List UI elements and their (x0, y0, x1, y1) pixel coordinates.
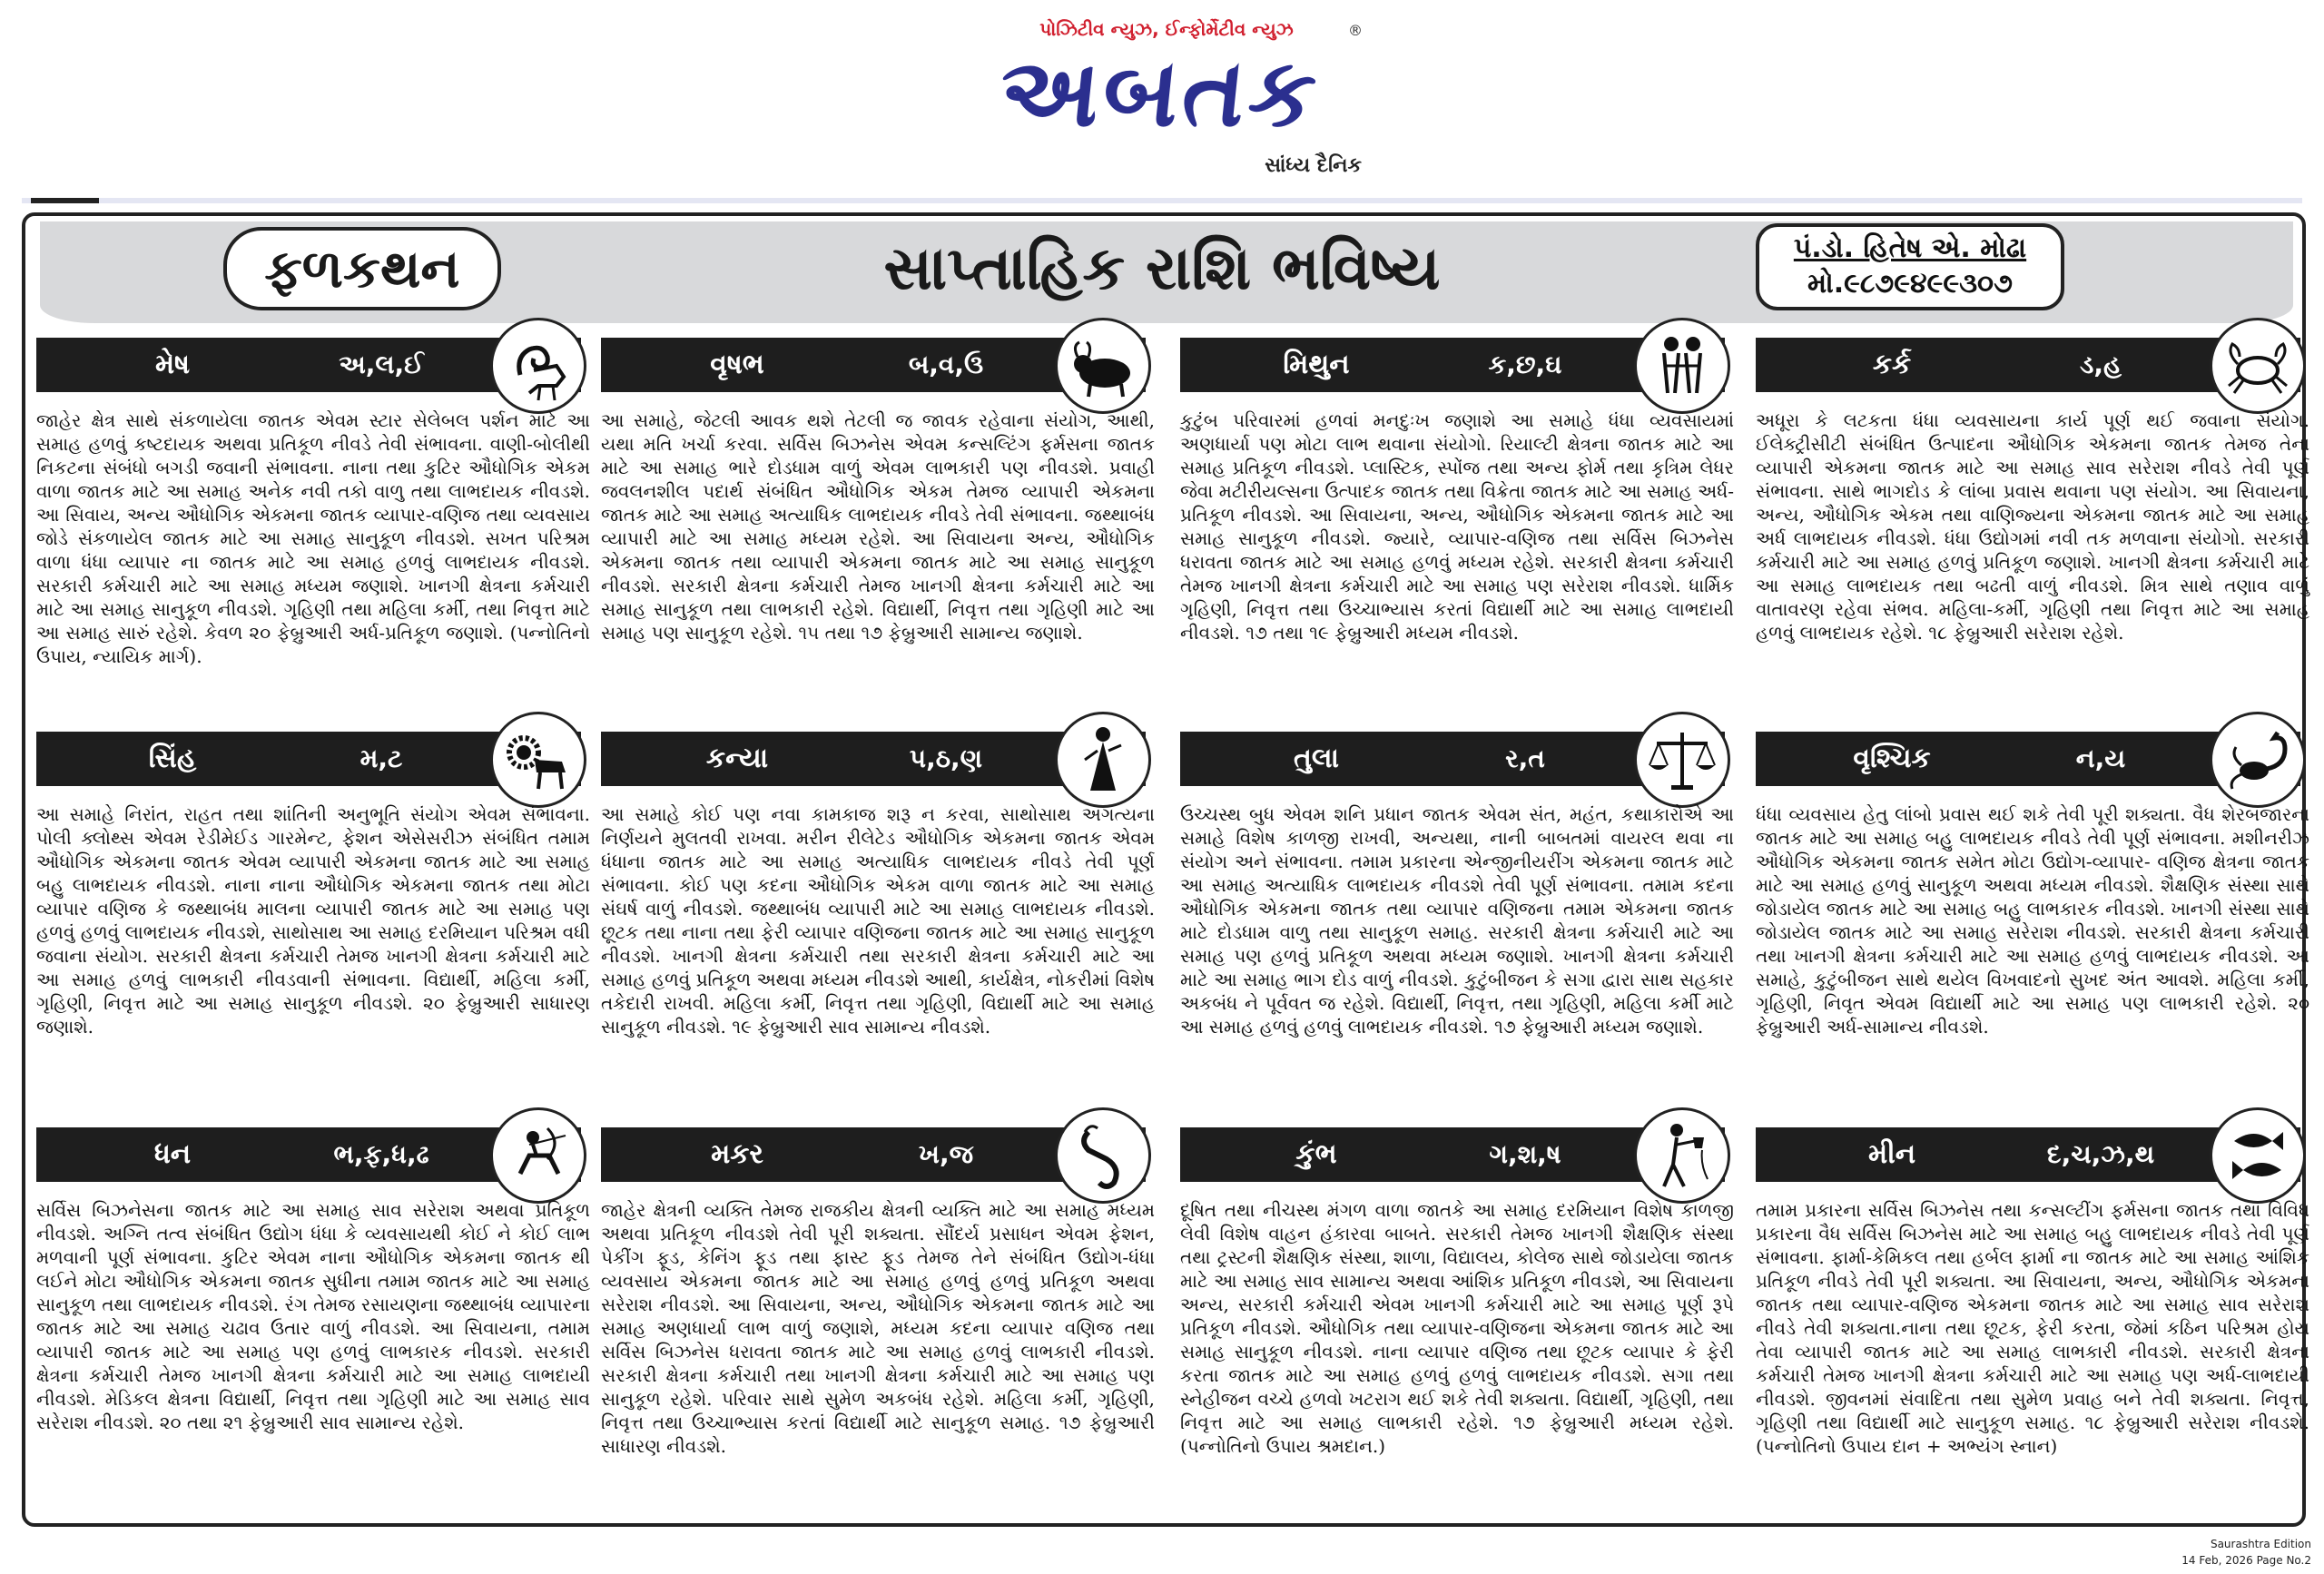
masthead-rule (22, 198, 2302, 203)
sign-forecast: આ સમાહે કોઈ પણ નવા કામકાજ શરૂ ન કરવા, સાથોસાથ અગત્યના નિર્ણયને મુલતવી રાખવા. મરીન રીલેટેડ ઔધોગિક એકમના જાતક એવમ ધંધાના જાતક માટે આ સમાહ અત્યાધિક લાભદાયક નીવડે તેવી પૂર્ણ સંભાવના. કોઈ પણ કદના ઔધોગિક એકમ વાળા જાતક માટે આ સમાહ સંઘર્ષ વાળું નીવડશે. જથ્થાબંધ વ્યાપારી માટે આ સમાહ લાભદાયક નીવડશે. છૂટક તથા નાના તથા ફેરી વ્યાપાર વણિજના જાતક માટે આ સમાહ સાનુકૂળ નીવડશે. ખાનગી ક્ષેત્રના કર્મચારી તથા સરકારી ક્ષેત્રના કર્મચારી માટે આ સમાહ હળવું પ્રતિકૂળ અથવા મધ્યમ નીવડશે આથી, કાર્યક્ષેત્ર, નોકરીમાં વિશેષ તકેદારી રાખવી. મહિલા કર્મી, નિવૃત્ત તથા ગૃહિણી, વિદ્યાર્થી માટે આ સમાહ સાનુકૂળ નીવડશે. ૧૯ ફેબ્રુઆરી સાવ સામાન્ય નીવડશે. (601, 803, 1155, 1038)
sign-forecast: જાહેર ક્ષેત્ર સાથે સંકળાયેલા જાતક એવમ સ્ટાર સેલેબલ પર્શન માટે આ સમાહ હળવું કષ્ટદાયક અથવા પ્રતિકૂળ નીવડે તેવી સંભાવના. વાણી-બોલીથી નિકટના સંબંધો બગડી જવાની સંભાવના. નાના તથા કુટિર ઔધોગિક એકમ વાળા જાતક માટે આ સમાહ અનેક નવી તકો વાળુ તથા લાભદાયક નીવડશે. આ સિવાય, અન્ય ઔધોગિક એકમના જાતક વ્યાપાર-વણિજ તથા વ્યવસાય જોડે સંકળાયેલ જાતક માટે આ સમાહ સાનુકૂળ નીવડશે. સખત પરિશ્રમ વાળા ધંધા વ્યાપાર ના જાતક માટે આ સમાહ હળવું લાભદાયક નીવડશે. સરકારી કર્મચારી માટે આ સમાહ મધ્યમ જણાશે. ખાનગી ક્ષેત્રના કર્મચારી માટે આ સમાહ સાનુકૂળ નીવડશે. ગૃહિણી તથા મહિલા કર્મી, તથા નિવૃત્ત માટે આ સમાહ સારું રહેશે. કેવળ ૨૦ ફેબ્રુઆરી અર્ધ-પ્રતિકૂળ જણાશે. (પન્નોતિનો ઉપાય, ન્યાયિક માર્ગ). (36, 409, 590, 667)
sign-letters: ગ,શ,ષ (1489, 1139, 1561, 1169)
date-page-label: 14 Feb, 2026 Page No.2 (2181, 1554, 2311, 1567)
sign-name: મેષ (155, 349, 190, 380)
crab-icon (2210, 318, 2306, 414)
lion-icon (490, 712, 586, 808)
sign-name: મીન (1867, 1138, 1916, 1170)
sign-name: મિથુન (1283, 349, 1350, 380)
water-bearer-icon (1634, 1107, 1730, 1204)
page-title: સાપ્તાહિક રાશિ ભવિષ્ય (883, 233, 1441, 303)
archer-icon (490, 1107, 586, 1204)
newspaper-logo[interactable]: અબતક (994, 37, 1325, 148)
sign-name: મકર (711, 1138, 763, 1170)
author-box (1756, 223, 2064, 310)
sign-forecast: ઉચ્ચસ્થ બુધ એવમ શનિ પ્રધાન જાતક એવમ સંત, મહંત, કથાકારોએ આ સમાહે વિશેષ કાળજી રાખવી, અન્યથા, નાની બાબતમાં વાયરલ થવા ના સંયોગ અને સંભાવના. તમામ પ્રકારના એન્જીનીયરીંગ એકમના જાતક માટે આ સમાહ અત્યાધિક લાભદાયક નીવડશે તેવી પૂર્ણ સંભાવના. તમામ કદના ઔધોગિક એકમના જાતક તથા વ્યાપાર વણિજના તમામ એકમના જાતક માટે દોડધામ વાળુ તથા સાનુકૂળ સમાહ. સરકારી ક્ષેત્રના કર્મચારી માટે આ સમાહ પણ હળવું પ્રતિકૂળ અથવા મધ્યમ જણાશે. ખાનગી ક્ષેત્રના કર્મચારી માટે આ સમાહ ભાગ દોડ વાળું નીવડશે. કુટુંબીજન કે સગા દ્વારા સાથ સહકાર અકબંધ ને પૂર્વવત જ રહેશે. વિદ્યાર્થી, નિવૃત્ત, તથા ગૃહિણી, મહિલા કર્મી માટે આ સમાહ હળવું હળવું લાભદાયક નીવડશે. ૧૭ ફેબ્રુઆરી મધ્યમ જણાશે. (1180, 803, 1734, 1038)
scales-icon (1634, 712, 1730, 808)
author-phone: મો.૯૮૭૯૪૯૯૩૦૭ (1807, 268, 2013, 300)
column-label: ફળકથન (223, 227, 501, 310)
sign-forecast: તમામ પ્રકારના સર્વિસ બિઝનેસ તથા કન્સલ્ટીંગ ફર્મસના જાતક તથા વિવિધ પ્રકારના વૈધ સર્વિસ બિઝનેસ માટે આ સમાહ બહુ લાભદાયક નીવડે તેવી પૂર્ણ સંભાવના. ફાર્મા-કેમિકલ તથા હર્બલ ફાર્મા ના જાતક માટે આ સમાહ આંશિક પ્રતિકૂળ નીવડે તેવી પૂરી શક્યતા. આ સિવાયના, અન્ય, ઔધોગિક એકમના જાતક તથા વ્યાપાર-વણિજ એકમના જાતક માટે આ સમાહ સાવ સરેરાશ નીવડે તેવી શક્યતા.નાના તથા છૂટક, ફેરી કરતા, જેમાં કઠિન પરિશ્રમ હોય તેવા વ્યાપારી જાતક માટે આ સમાહ લાભકારી નીવડશે. સરકારી ક્ષેત્રના કર્મચારી તેમજ ખાનગી ક્ષેત્રના કર્મચારી માટે આ સમાહ પણ અર્ધ-લાભદાયી નીવડશે. જીવનમાં સંવાદિતા તથા સુમેળ પ્રવાહ બને તેવી શક્યતા. નિવૃત્ત, ગૃહિણી તથા વિદ્યાર્થી માટે સાનુકૂળ સમાહ. ૧૮ ફેબ્રુઆરી સરેરાશ નીવડશે. (પન્નોતિનો ઉપાય દાન + અભ્યંગ સ્નાન) (1756, 1199, 2309, 1457)
sign-forecast: દૂષિત તથા નીચસ્થ મંગળ વાળા જાતકે આ સમાહ દરમિયાન વિશેષ કાળજી લેવી વિશેષ વાહન હંકારવા બાબતે. સરકારી તેમજ ખાનગી શૈક્ષણિક સંસ્થા તથા ટ્રસ્ટની શૈક્ષણિક સંસ્થા, શાળા, વિદ્યાલય, કોલેજ સાથે જોડાયેલા જાતક માટે આ સમાહ સાવ સામાન્ય અથવા આંશિક પ્રતિકૂળ નીવડશે, આ સિવાયના અન્ય, સરકારી કર્મચારી એવમ ખાનગી કર્મચારી માટે આ સમાહ પૂર્ણ રૂપે પ્રતિકૂળ નીવડશે. ઔધોગિક તથા વ્યાપાર-વણિજના એકમના જાતક માટે આ સમાહ સાનુકૂળ નીવડશે. નાના વ્યાપાર વણિજ તથા છૂટક વ્યાપાર કે ફેરી કરતા જાતક માટે આ સમાહ હળવું હળવું લાભદાયક નીવડશે. સગા તથા સ્નેહીજન વચ્ચે હળવો ખટરાગ થઈ શકે તેવી શક્યતા. વિદ્યાર્થી, ગૃહિણી, તથા નિવૃત્ત માટે આ સમાહ લાભકારી રહેશે. ૧૭ ફેબ્રુઆરી મધ્યમ રહેશે. (પન્નોતિનો ઉપાય શ્રમદાન.) (1180, 1199, 1734, 1457)
sign-letters: બ,વ,ઉ (908, 349, 984, 379)
registered-mark: ® (1348, 22, 1363, 39)
sign-forecast: કુટુંબ પરિવારમાં હળવાં મનદુઃખ જણાશે આ સમાહે ધંધા વ્યવસાયમાં અણધાર્યા પણ મોટા લાભ થવાના સંયોગો. રિયાલ્ટી ક્ષેત્રના જાતક માટે આ સમાહ પ્રતિકૂળ નીવડશે. પ્લાસ્ટિક, સ્પોંજ તથા અન્ય ફોર્મ તથા કૃત્રિમ લેધર જેવા મટીરીયલ્સના ઉત્પાદક જાતક તથા વિક્રેતા જાતક માટે આ સમાહ અર્ધ-પ્રતિકૂળ નીવડશે. આ સિવાયના, અન્ય, ઔધોગિક એકમના જાતક માટે આ સમાહ સાનુકૂળ નીવડશે. જ્યારે, વ્યાપાર-વણિજ તથા સર્વિસ બિઝનેસ ધરાવતા જાતક માટે આ સમાહ હળવું મધ્યમ રહેશે. સરકારી ક્ષેત્રના કર્મચારી તેમજ ખાનગી ક્ષેત્રના કર્મચારી માટે આ સમાહ પણ સરેરાશ નીવડશે. ધાર્મિક ગૃહિણી, નિવૃત્ત તથા ઉચ્ચાભ્યાસ કરતાં વિદ્યાર્થી માટે આ સમાહ લાભદાયી નીવડશે. ૧૭ તથા ૧૯ ફેબ્રુઆરી મધ્યમ નીવડશે. (1180, 409, 1734, 644)
sign-name: તુલા (1294, 743, 1339, 774)
sign-letters: પ,ઠ,ણ (909, 743, 983, 773)
sign-letters: ર,ત (1505, 743, 1545, 773)
sign-forecast: આ સમાહે, જેટલી આવક થશે તેટલી જ જાવક રહેવાના સંયોગ, આથી, યથા મતિ ખર્ચા કરવા. સર્વિસ બિઝનેસ એવમ કન્સલ્ટિંગ ફર્મસના જાતક માટે આ સમાહ ભારે દોડધામ વાળું એવમ લાભકારી પણ નીવડશે. પ્રવાહી જવલનશીલ પદાર્થ સંબંધિત ઔધોગિક એકમ તેમજ વ્યાપારી એકમના જાતક માટે આ સમાહ અત્યાધિક લાભદાયક નીવડે તેવી સંભાવના. જથ્થાબંધ વ્યાપારી માટે આ સમાહ મધ્યમ રહેશે. આ સિવાયના અન્ય, ઔધોગિક એકમના જાતક તથા વ્યાપારી એકમના જાતક માટે આ સમાહ સાનુકૂળ નીવડશે. સરકારી ક્ષેત્રના કર્મચારી તેમજ ખાનગી ક્ષેત્રના કર્મચારી માટે આ સમાહ સાનુકૂળ તથા લાભકારી રહેશે. વિદ્યાર્થી, નિવૃત્ત તથા ગૃહિણી માટે આ સમાહ પણ સાનુકૂળ રહેશે. ૧૫ તથા ૧૭ ફેબ્રુઆરી સામાન્ય જણાશે. (601, 409, 1155, 644)
sign-forecast: અધૂરા કે લટકતા ધંધા વ્યવસાયના કાર્ય પૂર્ણ થઈ જવાના સંયોગ. ઈલેક્ટ્રીસીટી સંબંધિત ઉત્પાદના ઔધોગિક એકમના જાતક તેમજ તેના વ્યાપારી એકમના જાતક માટે આ સમાહ સાવ સરેરાશ નીવડે તેવી પૂર્ણ સંભાવના. સાથે ભાગદોડ કે લાંબા પ્રવાસ થવાના પણ સંયોગ. આ સિવાયના, અન્ય, ઔધોગિક એકમ તથા વાણિજ્યના એકમના જાતક માટે આ સમાહ અર્ધ લાભદાયક નીવડશે. ધંધા ઉદ્યોગમાં નવી તક મળવાના સંયોગો. સરકારી કર્મચારી માટે આ સમાહ હળવું પ્રતિકૂળ જણાશે. ખાનગી ક્ષેત્રના કર્મચારી માટે આ સમાહ લાભદાયક તથા બઢતી વાળું નીવડશે. મિત્ર સાથે તણાવ વાળું વાતાવરણ રહેવા સંભવ. મહિલા-કર્મી, ગૃહિણી તથા નિવૃત્ત માટે આ સમાહ હળવું લાભદાયક રહેશે. ૧૮ ફેબ્રુઆરી સરેરાશ રહેશે. (1756, 409, 2309, 644)
sign-letters: દ,ચ,ઝ,થ (2046, 1139, 2155, 1169)
sign-letters: ન,ય (2075, 743, 2126, 773)
fish-icon (2210, 1107, 2306, 1204)
edition-label: Saurashtra Edition (2210, 1538, 2311, 1550)
sign-name: વૃશ્ચિક (1853, 743, 1931, 774)
twins-icon (1634, 318, 1730, 414)
masthead-rule-accent (31, 198, 99, 203)
sign-letters: મ,ટ (359, 743, 403, 773)
tagline: પોઝિટીવ ન્યુઝ, ઈન્ફોર્મેટીવ ન્યુઝ (1039, 18, 1294, 40)
sign-letters: ક,છ,ઘ (1488, 349, 1562, 379)
maiden-icon (1055, 712, 1151, 808)
sign-name: કર્ક (1872, 349, 1912, 380)
masthead (0, 0, 2324, 195)
sign-forecast: સર્વિસ બિઝનેસના જાતક માટે આ સમાહ સાવ સરેરાશ અથવા પ્રતિકૂળ નીવડશે. અગ્નિ તત્વ સંબંધિત ઉદ્યોગ ધંધા કે વ્યવસાયથી કોઈ ને કોઈ લાભ મળવાની પૂર્ણ સંભાવના. કુટિર એવમ નાના ઔધોગિક એકમના જાતક થી લઈને મોટા ઔધોગિક એકમના જાતક સુધીના તમામ જાતક માટે આ સમાહ સાનુકૂળ તથા લાભદાયક નીવડશે. રંગ તેમજ રસાયણના જથ્થાબંધ વ્યાપારના જાતક માટે આ સમાહ ચઢાવ ઉતાર વાળું નીવડશે. આ સિવાયના, તમામ વ્યાપારી જાતક માટે આ સમાહ પણ હળવું લાભકારક નીવડશે. સરકારી ક્ષેત્રના કર્મચારી તેમજ ખાનગી ક્ષેત્રના કર્મચારી માટે આ સમાહ લાભદાયી નીવડશે. મેડિકલ ક્ષેત્રના વિદ્યાર્થી, નિવૃત્ત તથા ગૃહિણી માટે આ સમાહ સાવ સરેરાશ નીવડશે. ૨૦ તથા ૨૧ ફેબ્રુઆરી સાવ સામાન્ય રહેશે. (36, 1199, 590, 1433)
sign-name: સિંહ (148, 743, 197, 774)
author-name: પં.ડો. હિતેષ એ. મોઢા (1793, 232, 2027, 264)
bull-icon (1055, 318, 1151, 414)
sign-letters: ડ,હ (2080, 349, 2122, 379)
ram-icon (490, 318, 586, 414)
sign-name: વૃષભ (710, 349, 764, 380)
logo-subtitle: સાંધ્ય દૈનિક (1265, 154, 1362, 177)
scorpion-icon (2210, 712, 2306, 808)
sign-name: કન્યા (705, 743, 769, 774)
sea-goat-icon (1055, 1107, 1151, 1204)
sign-letters: અ,લ,ઈ (339, 349, 424, 379)
sign-name: ધન (153, 1138, 192, 1170)
sign-forecast: જાહેર ક્ષેત્રની વ્યક્તિ તેમજ રાજકીય ક્ષેત્રની વ્યક્તિ માટે આ સમાહ મધ્યમ અથવા પ્રતિકૂળ નીવડશે તેવી પૂરી શક્યતા. સૌંદર્ય પ્રસાધન એવમ ફેશન, પેકીંગ ફૂડ, કેનિંગ ફૂડ તથા ફાસ્ટ ફૂડ તેમજ તેને સંબંધિત ઉદ્યોગ-ધંધા વ્યવસાય એકમના જાતક માટે આ સમાહ હળવું હળવું પ્રતિકૂળ અથવા સરેરાશ નીવડશે. આ સિવાયના, અન્ય, ઔધોગિક એકમના જાતક માટે આ સમાહ અણધાર્યા લાભ વાળું જણાશે, મધ્યમ કદના વ્યાપાર વણિજ તથા સર્વિસ બિઝનેસ ધરાવતા જાતક માટે આ સમાહ હળવું લાભકારી નીવડશે. સરકારી ક્ષેત્રના કર્મચારી તથા ખાનગી ક્ષેત્રના કર્મચારી માટે આ સમાહ પણ સાનુકૂળ રહેશે. પરિવાર સાથે સુમેળ અકબંધ રહેશે. મહિલા કર્મી, ગૃહિણી, નિવૃત્ત તથા ઉચ્ચાભ્યાસ કરતાં વિદ્યાર્થી માટે સાનુકૂળ સમાહ. ૧૭ ફેબ્રુઆરી સાધારણ નીવડશે. (601, 1199, 1155, 1457)
sign-letters: ભ,ફ,ધ,ઢ (333, 1139, 429, 1169)
sign-forecast: આ સમાહે નિરાંત, રાહત તથા શાંતિની અનુભૂતિ સંયોગ એવમ સંભાવના. પોલી ક્લોથ્સ એવમ રેડીમેઈડ ગારમેન્ટ, ફેશન એસેસરીઝ સંબંધિત તમામ ઔધોગિક એકમના જાતક એવમ વ્યાપારી એકમના જાતક માટે આ સમાહ બહુ લાભદાયક નીવડશે. નાના નાના ઔધોગિક એકમના જાતક તથા મોટા વ્યાપાર વણિજ કે જથ્થાબંધ માલના વ્યાપારી જાતક માટે આ સમાહ પણ હળવું હળવું લાભદાયક નીવડશે, સાથોસાથ આ સમાહ દરમિયાન પરિશ્રમ વધી જવાના સંયોગ. સરકારી ક્ષેત્રના કર્મચારી તેમજ ખાનગી ક્ષેત્રના કર્મચારી માટે આ સમાહ હળવું લાભકારી નીવડવાની સંભાવના. વિદ્યાર્થી, મહિલા કર્મી, ગૃહિણી, નિવૃત્ત માટે આ સમાહ સાનુકૂળ નીવડશે. ૨૦ ફેબ્રુઆરી સાધારણ જણાશે. (36, 803, 590, 1038)
sign-letters: ખ,જ (918, 1139, 974, 1169)
sign-name: કુંભ (1295, 1138, 1337, 1170)
sign-forecast: ધંધા વ્યવસાય હેતુ લાંબો પ્રવાસ થઈ શકે તેવી પૂરી શક્યતા. વૈધ શેરબજારના જાતક માટે આ સમાહ બહુ લાભદાયક નીવડે તેવી પૂર્ણ સંભાવના. મશીનરીઝ ઔધોગિક એકમના જાતક સમેત મોટા ઉદ્યોગ-વ્યાપાર- વણિજ ક્ષેત્રના જાતક માટે આ સમાહ હળવું સાનુકૂળ અથવા મધ્યમ નીવડશે. શૈક્ષણિક સંસ્થા સાથે જોડાયેલ જાતક માટે આ સમાહ બહુ લાભકારક નીવડશે. ખાનગી સંસ્થા સાથે જોડાયેલ જાતક માટે આ સમાહ સરેરાશ નીવડશે. સરકારી ક્ષેત્રના કર્મચારી તથા ખાનગી ક્ષેત્રના કર્મચારી માટે આ સમાહ હળવું લાભદાયક નીવડશે. આ સમાહે, કુટુંબીજન સાથે થયેલ વિખવાદનો સુખદ અંત આવશે. મહિલા કર્મી, ગૃહિણી, નિવૃત એવમ વિદ્યાર્થી માટે આ સમાહ પણ લાભકારી રહેશે. ૨૦ ફેબ્રુઆરી અર્ધ-સામાન્ય નીવડશે. (1756, 803, 2309, 1038)
